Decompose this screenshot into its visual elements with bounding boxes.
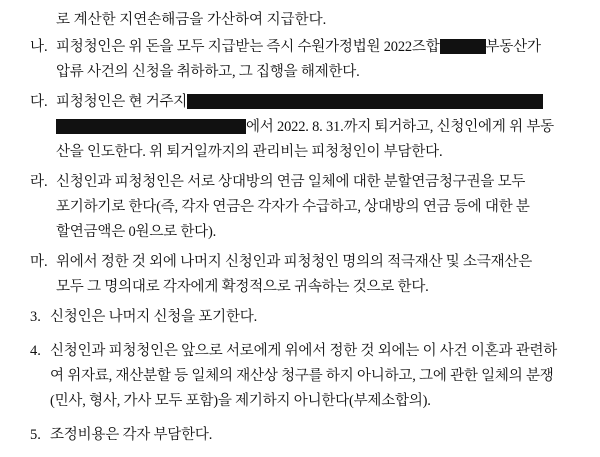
- text-run: (민사, 형사, 가사 모두 포함)을 제기하지 아니한다(부제소합의).: [50, 393, 431, 409]
- clause-list: [30, 35, 572, 457]
- clause-line: [56, 195, 572, 220]
- clause-item: [30, 423, 572, 448]
- text-run: 포기하기로 한다(즉, 각자 연금은 각자가 수급하고, 상대방의 연금 등에 대한 분: [56, 199, 530, 215]
- text-run: 피청청인은 현 거주지: [56, 94, 188, 110]
- clause-body: [50, 305, 572, 330]
- clause-marker: 다.: [30, 94, 48, 110]
- clause-marker: 5.: [30, 427, 41, 443]
- clause-body: [56, 170, 572, 245]
- clause-line: [50, 305, 572, 330]
- clause-item: [30, 170, 572, 245]
- clause-marker: 마.: [30, 254, 48, 270]
- redaction-block: [440, 39, 486, 54]
- redaction-block: [56, 119, 246, 134]
- text-run: 신청인은 나머지 신청을 포기한다.: [50, 309, 257, 325]
- text-run: 위에서 정한 것 외에 나머지 신청인과 피청청인 명의의 적극재산 및 소극재산은: [56, 254, 533, 270]
- clause-body: [56, 35, 572, 85]
- clause-spacer: [30, 416, 572, 423]
- clause-line: [50, 389, 572, 414]
- text-run: 압류 사건의 신청을 취하하고, 그 집행을 해제한다.: [56, 64, 360, 80]
- text-run: 에서 2022. 8. 31.까지 퇴거하고, 신청인에게 위 부동: [246, 119, 554, 135]
- text-run: 피청청인은 위 돈을 모두 지급받는 즉시 수원가정법원 2022즈합: [56, 39, 440, 55]
- clause-line: [56, 60, 572, 85]
- clause-body: [56, 90, 572, 165]
- clause-line: [56, 35, 572, 60]
- clause-line: [56, 250, 572, 275]
- clause-line: [56, 220, 572, 245]
- redaction-block: [187, 94, 543, 109]
- text-run: 할연금액은 0원으로 한다).: [56, 224, 217, 240]
- clause-marker: 나.: [30, 39, 48, 55]
- clause-body: [50, 339, 572, 414]
- clause-line: [50, 339, 572, 364]
- clause-line: [56, 275, 572, 300]
- clause-item: [30, 35, 572, 85]
- text-run: 모두 그 명의대로 각자에게 확정적으로 귀속하는 것으로 한다.: [56, 279, 429, 295]
- clause-line: [50, 364, 572, 389]
- clause-body: [56, 250, 572, 300]
- clause-item: [30, 250, 572, 300]
- text-run: 신청인과 피청청인은 앞으로 서로에게 위에서 정한 것 외에는 이 사건 이혼과 관련하: [50, 343, 558, 359]
- clause-line: [56, 170, 572, 195]
- clause-line: [56, 90, 572, 115]
- clause-item: [30, 90, 572, 165]
- clause-line: [56, 140, 572, 165]
- clause-marker: 3.: [30, 309, 41, 325]
- text-run: 산을 인도한다. 위 퇴거일까지의 관리비는 피청청인이 부담한다.: [56, 144, 443, 160]
- clause-body: [50, 423, 572, 448]
- clause-marker: 라.: [30, 174, 48, 190]
- text-run: 부동산가: [485, 39, 541, 55]
- clause-spacer: [30, 332, 572, 339]
- text-run: 조정비용은 각자 부담한다.: [50, 427, 213, 443]
- clause-line: [50, 423, 572, 448]
- text-run: 신청인과 피청청인은 서로 상대방의 연금 일체에 대한 분할연금청구권을 모두: [56, 174, 526, 190]
- clause-line: [56, 115, 572, 140]
- clause-item: [30, 305, 572, 330]
- clause-item: [30, 339, 572, 414]
- clause-marker: 4.: [30, 343, 41, 359]
- text-run: 여 위자료, 재산분할 등 일체의 재산상 청구를 하지 아니하고, 그에 관한 일체의 분쟁: [50, 368, 554, 384]
- intro-line: 로 계산한 지연손해금을 가산하여 지급한다.: [56, 12, 327, 28]
